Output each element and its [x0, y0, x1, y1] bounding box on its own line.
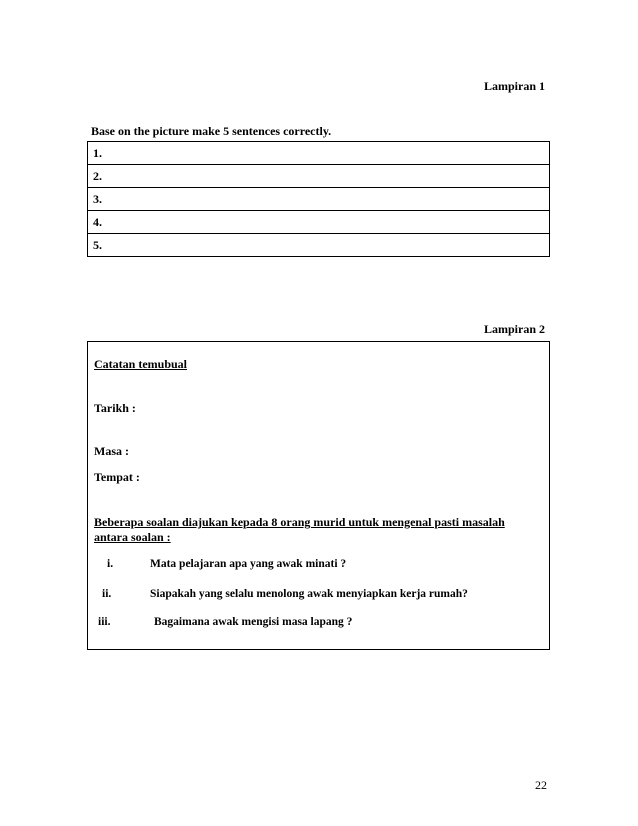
table-row — [88, 234, 550, 257]
table-row — [88, 165, 550, 188]
table-row — [88, 188, 550, 211]
instruction-text: Base on the picture make 5 sentences correctly. — [91, 124, 332, 138]
page-number: 22 — [535, 778, 547, 792]
question-number: iii. — [98, 616, 111, 628]
table-row — [88, 211, 550, 234]
questions-intro — [94, 515, 539, 545]
question-text: Bagaimana awak mengisi masa lapang ? — [154, 616, 353, 628]
interview-notes-box — [87, 341, 550, 650]
row-number: 5. — [88, 234, 550, 257]
date-label: Tarikh : — [94, 401, 136, 415]
row-number: 4. — [88, 211, 550, 234]
row-number: 2. — [88, 165, 550, 188]
lampiran-2-label: Lampiran 2 — [483, 322, 545, 336]
lampiran-1-label: Lampiran 1 — [483, 79, 545, 93]
question-number: i. — [107, 558, 114, 570]
row-number: 3. — [88, 188, 550, 211]
sentences-table — [87, 141, 550, 257]
time-label: Masa : — [94, 444, 129, 458]
row-number: 1. — [88, 142, 550, 165]
place-label: Tempat : — [94, 470, 140, 484]
intro-line-1: Beberapa soalan diajukan kepada 8 orang murid untuk mengenal pasti masalah — [94, 515, 505, 529]
interview-heading: Catatan temubual — [94, 357, 188, 371]
question-number: ii. — [102, 588, 112, 600]
question-text: Mata pelajaran apa yang awak minati ? — [150, 558, 347, 570]
table-row — [88, 142, 550, 165]
intro-line-2: antara soalan : — [94, 530, 171, 544]
question-text: Siapakah yang selalu menolong awak menyiapkan kerja rumah? — [150, 588, 468, 600]
